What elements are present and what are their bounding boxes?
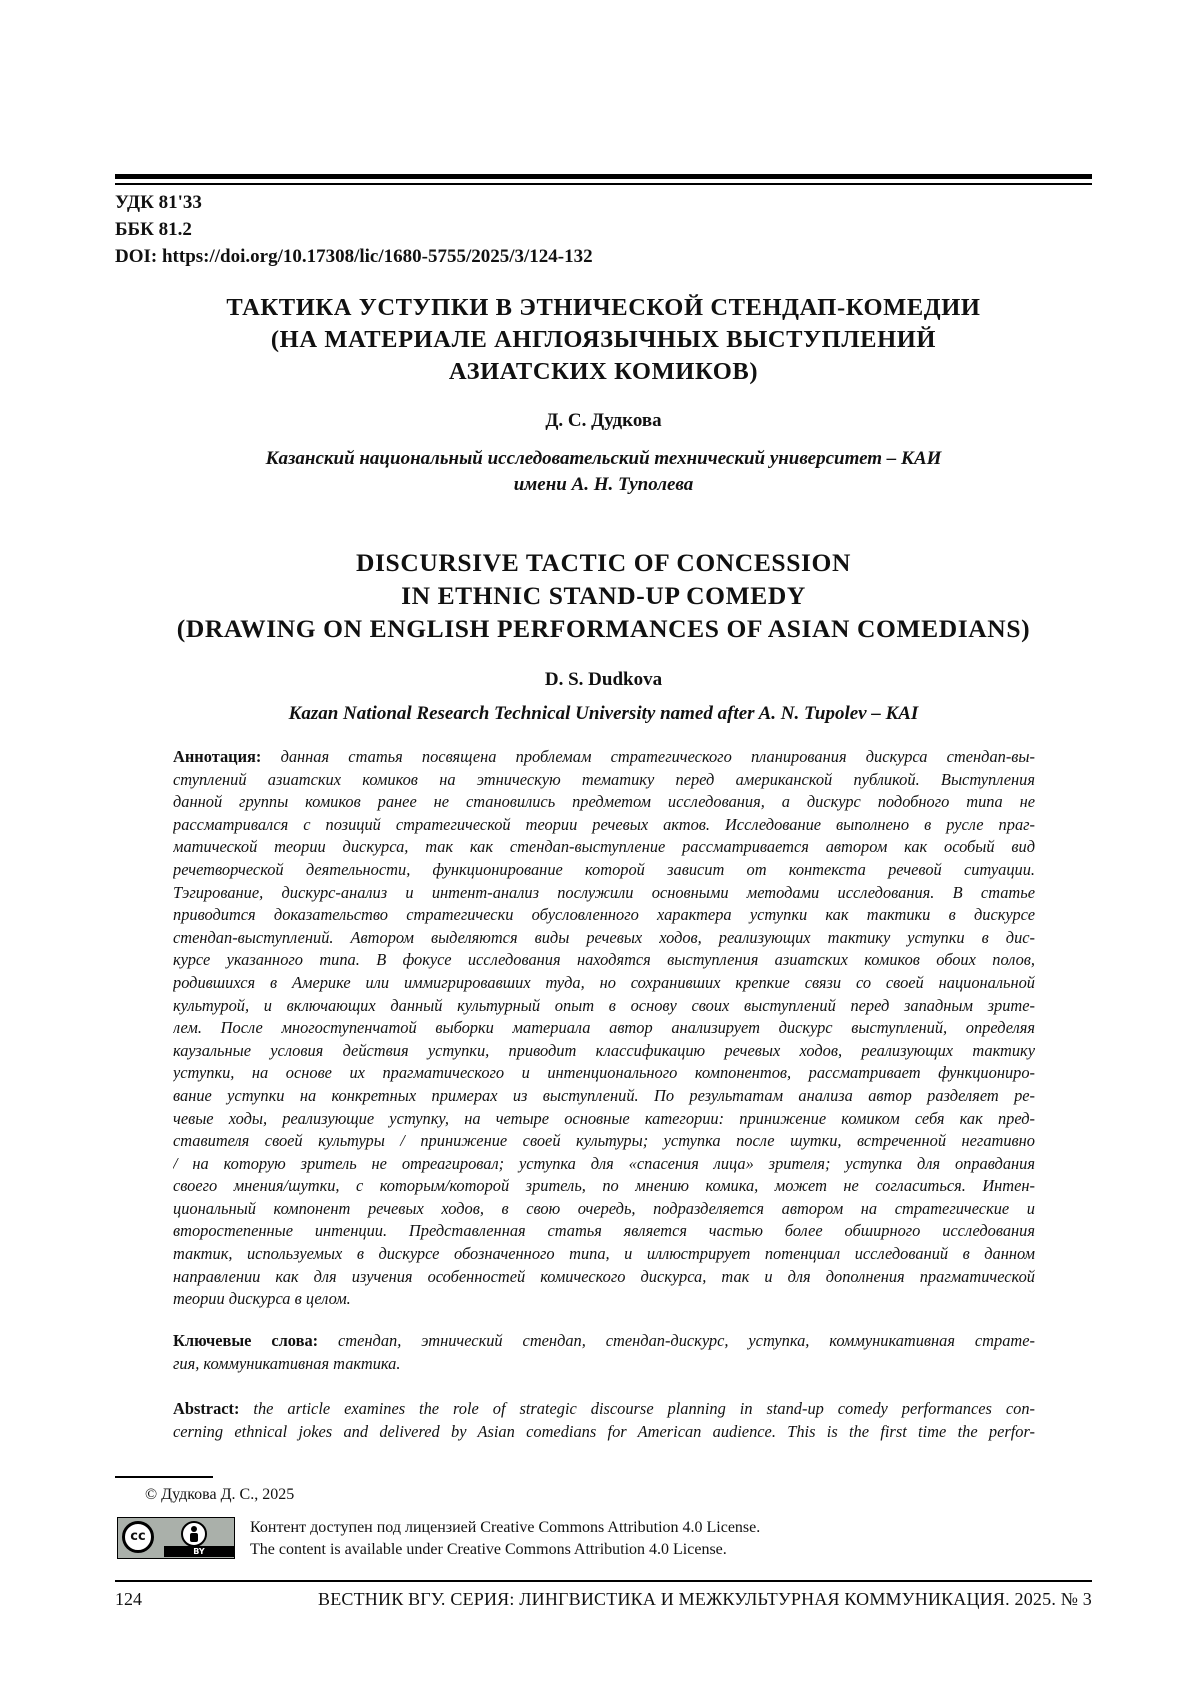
russian-title-line: (НА МАТЕРИАЛЕ АНГЛОЯЗЫЧНЫХ ВЫСТУПЛЕНИЙ <box>270 326 937 353</box>
header-rule-thin <box>115 183 1092 185</box>
abstract-line: направлении как для изучения особенностей комического дискурса, так и для дополнения прагматической <box>173 1266 1035 1286</box>
abstract-line: вание уступки на конкретных примерах из выступлений. По результатам анализа автор разделяет ре- <box>173 1085 1035 1105</box>
journal-title: ВЕСТНИК ВГУ. СЕРИЯ: ЛИНГВИСТИКА И МЕЖКУЛЬТУРНАЯ КОММУНИКАЦИЯ. 2025. № 3 <box>318 1589 1092 1609</box>
abstract-line: каузальные условия действия уступки, приводит классификацию речевых ходов, реализующих тактику <box>173 1040 1035 1060</box>
license-text-en: The content is available under Creative Commons Attribution 4.0 License. <box>250 1541 727 1558</box>
english-abstract <box>173 1398 1035 1443</box>
udk-code: УДК 81'33 <box>115 192 202 213</box>
russian-abstract-label: Аннотация: <box>173 747 262 766</box>
russian-affiliation-line: имени А. Н. Туполева <box>513 474 694 495</box>
english-title <box>115 546 1092 645</box>
abstract-line: уступки, на основе их прагматического и интенционального компонентов, рассматривает функциониро- <box>173 1063 1035 1083</box>
russian-title-line: ТАКТИКА УСТУПКИ В ЭТНИЧЕСКОЙ СТЕНДАП-КОМЕДИИ <box>226 294 981 321</box>
keywords-line: стендап, этнический стендап, стендап-дискурс, уступка, коммуникативная страте- <box>338 1331 1035 1350</box>
abstract-line: своего мнения/шутки, с которым/которой зритель, по мнению комика, может не согласиться. Интен- <box>173 1176 1035 1196</box>
russian-title <box>115 292 1092 388</box>
abstract-line: родившихся в Америке или иммигрировавших туда, но сохранивших крепкие связи со своей национальной <box>173 972 1035 992</box>
license-text <box>250 1517 760 1561</box>
keywords-line: гия, коммуникативная тактика. <box>173 1353 401 1373</box>
abstract-line: матической теории дискурса, так как стендап-выступление рассматривается автором как особый вид <box>173 837 1035 857</box>
article-identifiers <box>115 189 593 270</box>
abstract-line: тактик, используемых в дискурсе обозначенного типа, и иллюстрирует потенциал исследований в данном <box>173 1244 1035 1264</box>
footer-rule <box>115 1580 1092 1582</box>
abstract-line: циональный компонент речевых ходов, в свою очередь, подразделяется автором на стратегические и <box>173 1198 1035 1218</box>
abstract-line: the article examines the role of strategic discourse planning in stand-up comedy performances con- <box>253 1399 1035 1418</box>
russian-keywords <box>173 1330 1035 1375</box>
license-text-ru: Контент доступен под лицензией Creative Commons Attribution 4.0 License. <box>250 1519 761 1536</box>
russian-affiliation-line: Казанский национальный исследовательский технический университет – КАИ <box>265 448 942 469</box>
english-author: D. S. Dudkova <box>544 669 663 690</box>
by-label: BY <box>164 1546 234 1557</box>
keywords-label: Ключевые слова: <box>173 1331 319 1350</box>
page-number: 124 <box>115 1589 142 1609</box>
abstract-line: чевые ходы, реализующие уступку, на четыре основные категории: принижение комиком себя как пред- <box>173 1108 1035 1128</box>
abstract-line: лем. После многоступенчатой выборки материала автор анализирует дискурс выступлений, определяя <box>173 1018 1035 1038</box>
abstract-line: данная статья посвящена проблемам стратегического планирования дискурса стендап-вы- <box>280 747 1035 766</box>
abstract-line: стендап-выступлений. Автором выделяются виды речевых ходов, реализующих тактику уступки в дис- <box>173 927 1035 947</box>
creative-commons-icon: cc <box>122 1521 154 1553</box>
abstract-line: речетворческой деятельности, функционирование которой зависит от контекста речевой ситуации. <box>173 859 1035 879</box>
copyright-notice: © Дудкова Д. С., 2025 <box>145 1486 295 1503</box>
english-title-line: (DRAWING ON ENGLISH PERFORMANCES OF ASIAN COMEDIANS) <box>176 614 1031 643</box>
abstract-line: / на которую зритель не отреагировал; уступка для «спасения лица» зрителя; уступка для оправдания <box>173 1153 1035 1173</box>
header-rule-thick <box>115 174 1092 179</box>
russian-abstract <box>173 746 1035 1311</box>
footnote-rule <box>115 1476 213 1478</box>
abstract-line: приводится доказательство стратегически обусловленного характера уступки как тактики в дискурсе <box>173 905 1035 925</box>
abstract-line: рассматривался с позиций стратегической теории речевых актов. Исследование выполнено в русле праг- <box>173 814 1035 834</box>
doi-link[interactable]: DOI: https://doi.org/10.17308/lic/1680-5755/2025/3/124-132 <box>115 246 593 267</box>
abstract-line: культурой, и включающих данный культурный опыт в основу своих выступлений перед западным зрите- <box>173 995 1035 1015</box>
cc-by-license-badge[interactable] <box>117 1517 235 1559</box>
russian-affiliation <box>115 446 1092 498</box>
attribution-panel <box>164 1518 234 1557</box>
english-title-line: DISCURSIVE TACTIC OF CONCESSION <box>356 548 851 577</box>
english-abstract-label: Abstract: <box>173 1399 240 1418</box>
english-affiliation: Kazan National Research Technical University named after A. N. Tupolev – KAI <box>288 703 919 724</box>
abstract-line: Тэгирование, дискурс-анализ и интент-анализ послужили основными методами исследования. В статье <box>173 882 1035 902</box>
bbk-code: ББК 81.2 <box>115 219 192 240</box>
abstract-line: теории дискурса в целом. <box>173 1289 351 1309</box>
russian-author: Д. С. Дудкова <box>545 410 662 431</box>
abstract-line: курсе указанного типа. В фокусе исследования находятся выступления азиатских комиков обоих полов, <box>173 950 1035 970</box>
abstract-line: cerning ethnical jokes and delivered by Asian comedians for American audience. This is the first time the perfor- <box>173 1421 1035 1441</box>
abstract-line: ставителя своей культуры / принижение своей культуры; уступка после шутки, встреченной негативно <box>173 1131 1035 1151</box>
abstract-line: данной группы комиков ранее не становились предметом исследования, а дискурс подобного типа не <box>173 792 1035 812</box>
russian-title-line: АЗИАТСКИХ КОМИКОВ) <box>448 358 759 385</box>
abstract-line: второстепенные интенции. Представленная статья является частью более обширного исследования <box>173 1221 1035 1241</box>
attribution-person-icon <box>181 1521 207 1547</box>
english-title-line: IN ETHNIC STAND-UP COMEDY <box>401 581 806 610</box>
abstract-line: ступлений азиатских комиков на этническую тематику перед американской публикой. Выступления <box>173 769 1035 789</box>
